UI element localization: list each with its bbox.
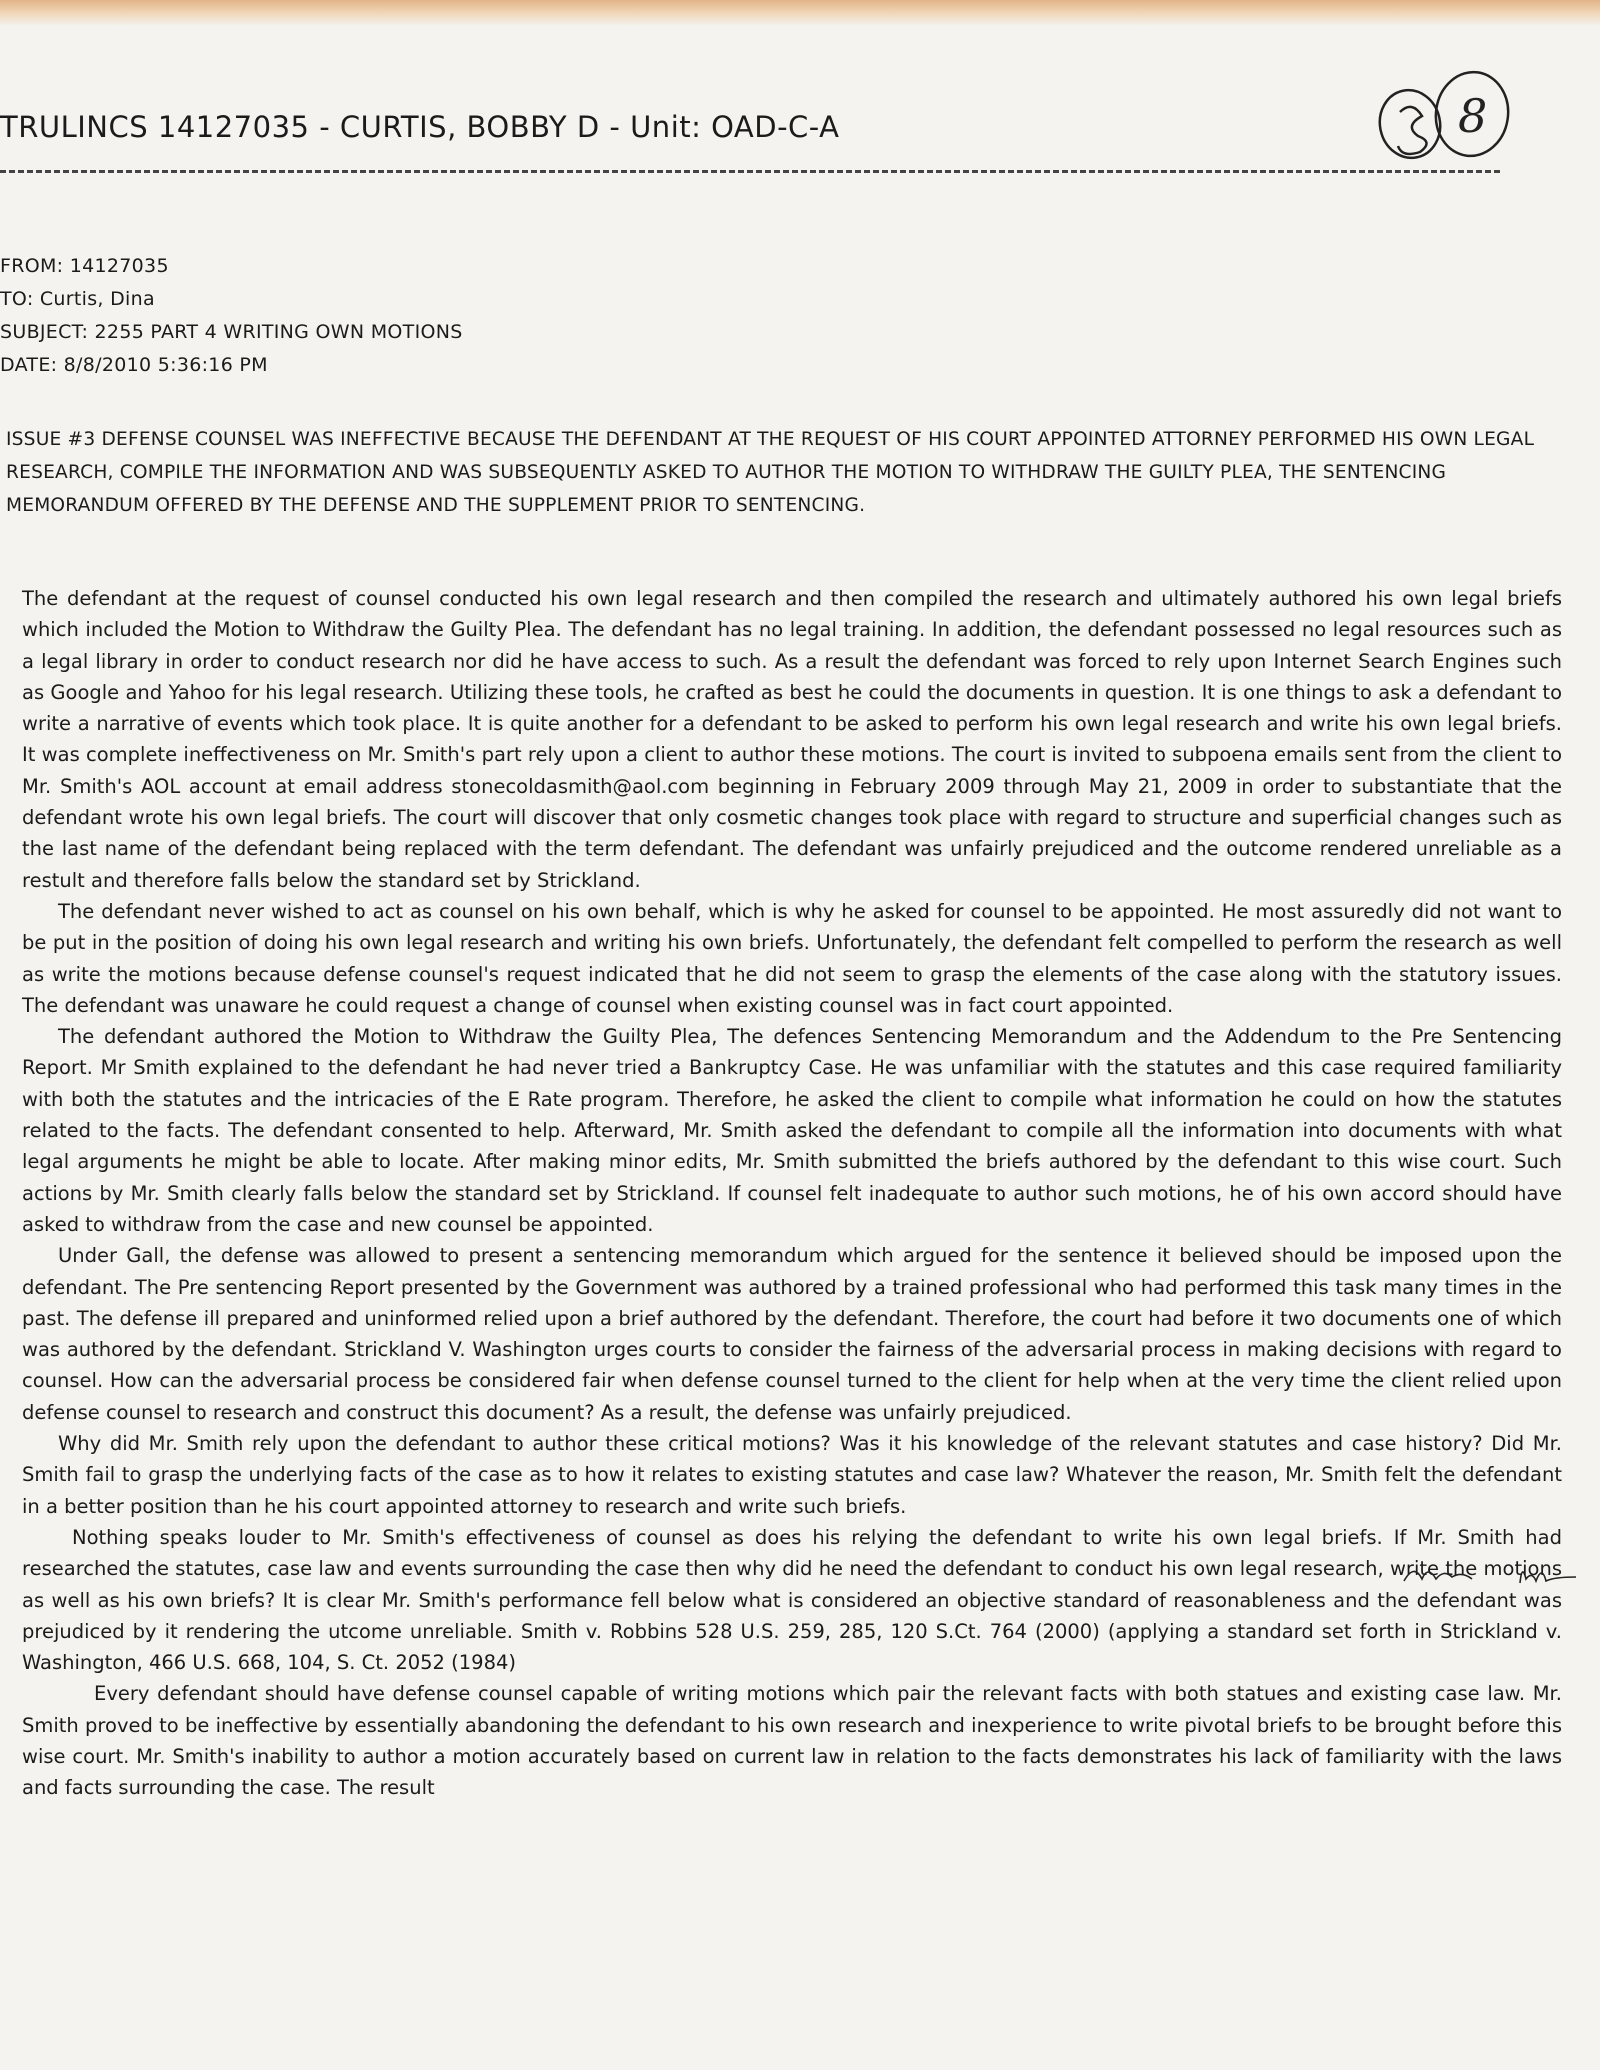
paragraph-1: The defendant at the request of counsel conducted his own legal research and then compiled the research and ultimately authored his own legal briefs which included the Motion to Withdraw the Guilty Plea. The defendant has no legal training. In addition, the defendant possessed no legal resources such as a legal library in order to conduct research nor did he have access to such. As a result the defendant was forced to rely upon Internet Search Engines such as Google and Yahoo for his legal research. Utilizing these tools, he crafted as best he could the documents in question. It is one things to ask a defendant to write a narrative of events which took place. It is quite another for a defendant to be asked to perform his own legal research and write his own legal briefs. It was complete ineffectiveness on Mr. Smith's part rely upon a client to author these motions. The court is invited to subpoena emails sent from the client to Mr. Smith's AOL account at email address stonecoldasmith@aol.com beginning in February 2009 through May 21, 2009 in order to substantiate that the defendant wrote his own legal briefs. The court will discover that only cosmetic changes took place with regard to structure and superficial changes such as the last name of the defendant being replaced with the term defendant. The defendant was unfairly prejudiced and the outcome rendered unreliable as a restult and therefore falls below the standard set by Strickland.: [22, 587, 1562, 892]
handwritten-margin-note: [1400, 1553, 1600, 1593]
paragraph-2: The defendant never wished to act as counsel on his own behalf, which is why he asked for counsel to be appointed. He most assuredly did not want to be put in the position of doing his own legal research and writing his own briefs. Unfortunately, the defendant felt compelled to perform the research as well as write the motions because defense counsel's request indicated that he did not seem to grasp the elements of the case along with the statutory issues. The defendant was unaware he could request a change of counsel when existing counsel was in fact court appointed.: [22, 899, 1562, 1017]
to-line: TO: Curtis, Dina: [0, 288, 155, 310]
stamp-number: 8: [1458, 89, 1488, 143]
paragraph-7: Every defendant should have defense counsel capable of writing motions which pair the relevant facts with both statues and existing case law. Mr. Smith proved to be ineffective by essentially abandoning the defendant to his own research and inexperience to write pivotal briefs to be brought before this wise court. Mr. Smith's inability to author a motion accurately based on current law in relation to the facts demonstrates his lack of familiarity with the laws and facts surrounding the case. The result: [22, 1682, 1562, 1800]
trulincs-header: TRULINCS 14127035 - CURTIS, BOBBY D - Unit: OAD-C-A: [0, 110, 840, 144]
message-meta: [0, 250, 463, 382]
paragraph-6: Nothing speaks louder to Mr. Smith's effectiveness of counsel as does his relying the defendant to write his own legal briefs. If Mr. Smith had researched the statutes, case law and events surrounding the case then why did he need the defendant to conduct his own legal research, write the motions as well as his own briefs? It is clear Mr. Smith's performance fell below what is considered an objective standard of reasonableness and the defendant was prejudiced by it rendering the utcome unreliable. Smith v. Robbins 528 U.S. 259, 285, 120 S.Ct. 764 (2000) (applying a standard set forth in Strickland v. Washington, 466 U.S. 668, 104, S. Ct. 2052 (1984): [22, 1525, 1562, 1675]
from-line: FROM: 14127035: [0, 255, 169, 277]
handwritten-page-number-stamp: [1360, 62, 1530, 182]
date-line: DATE: 8/8/2010 5:36:16 PM: [0, 354, 268, 376]
issue-heading: ISSUE #3 DEFENSE COUNSEL WAS INEFFECTIVE BECAUSE THE DEFENDANT AT THE REQUEST OF HIS COURT APPOINTED ATTORNEY PERFORMED HIS OWN LEGAL RESEARCH, COMPILE THE INFORMATION AND WAS SUBSEQUENTLY ASKED TO AUTHOR THE MOTION TO WITHDRAW THE GUILTY PLEA, THE SENTENCING MEMORANDUM OFFERED BY THE DEFENSE AND THE SUPPLEMENT PRIOR TO SENTENCING.: [6, 429, 1535, 516]
paragraph-5: Why did Mr. Smith rely upon the defendant to author these critical motions? Was it his knowledge of the relevant statutes and case history? Did Mr. Smith fail to grasp the underlying facts of the case as to how it relates to existing statutes and case law? Whatever the reason, Mr. Smith felt the defendant in a better position than he his court appointed attorney to research and write such briefs.: [22, 1432, 1562, 1518]
header-separator: [0, 170, 1500, 173]
body-text: [22, 583, 1562, 1804]
paragraph-3: The defendant authored the Motion to Withdraw the Guilty Plea, The defences Sentencing Memorandum and the Addendum to the Pre Sentencing Report. Mr Smith explained to the defendant he had never tried a Bankruptcy Case. He was unfamiliar with the statutes and this case required familiarity with both the statutes and the intricacies of the E Rate program. Therefore, he asked the client to compile what information he could on how the statutes related to the facts. The defendant consented to help. Afterward, Mr. Smith asked the defendant to compile all the information into documents with what legal arguments he might be able to locate. After making minor edits, Mr. Smith submitted the briefs authored by the defendant to this wise court. Such actions by Mr. Smith clearly falls below the standard set by Strickland. If counsel felt inadequate to author such motions, he of his own accord should have asked to withdraw from the case and new counsel be appointed.: [22, 1025, 1562, 1236]
paper-top-edge: [0, 0, 1600, 26]
subject-line: SUBJECT: 2255 PART 4 WRITING OWN MOTIONS: [0, 321, 463, 343]
paragraph-4: Under Gall, the defense was allowed to present a sentencing memorandum which argued for the sentence it believed should be imposed upon the defendant. The Pre sentencing Report presented by the Government was authored by a trained professional who had performed this task many times in the past. The defense ill prepared and uninformed relied upon a brief authored by the defendant. Therefore, the court had before it two documents one of which was authored by the defendant. Strickland V. Washington urges courts to consider the fairness of the adversarial process in making decisions with regard to counsel. How can the adversarial process be considered fair when defense counsel turned to the client for help when at the very time the client relied upon defense counsel to research and construct this document? As a result, the defense was unfairly prejudiced.: [22, 1244, 1562, 1424]
